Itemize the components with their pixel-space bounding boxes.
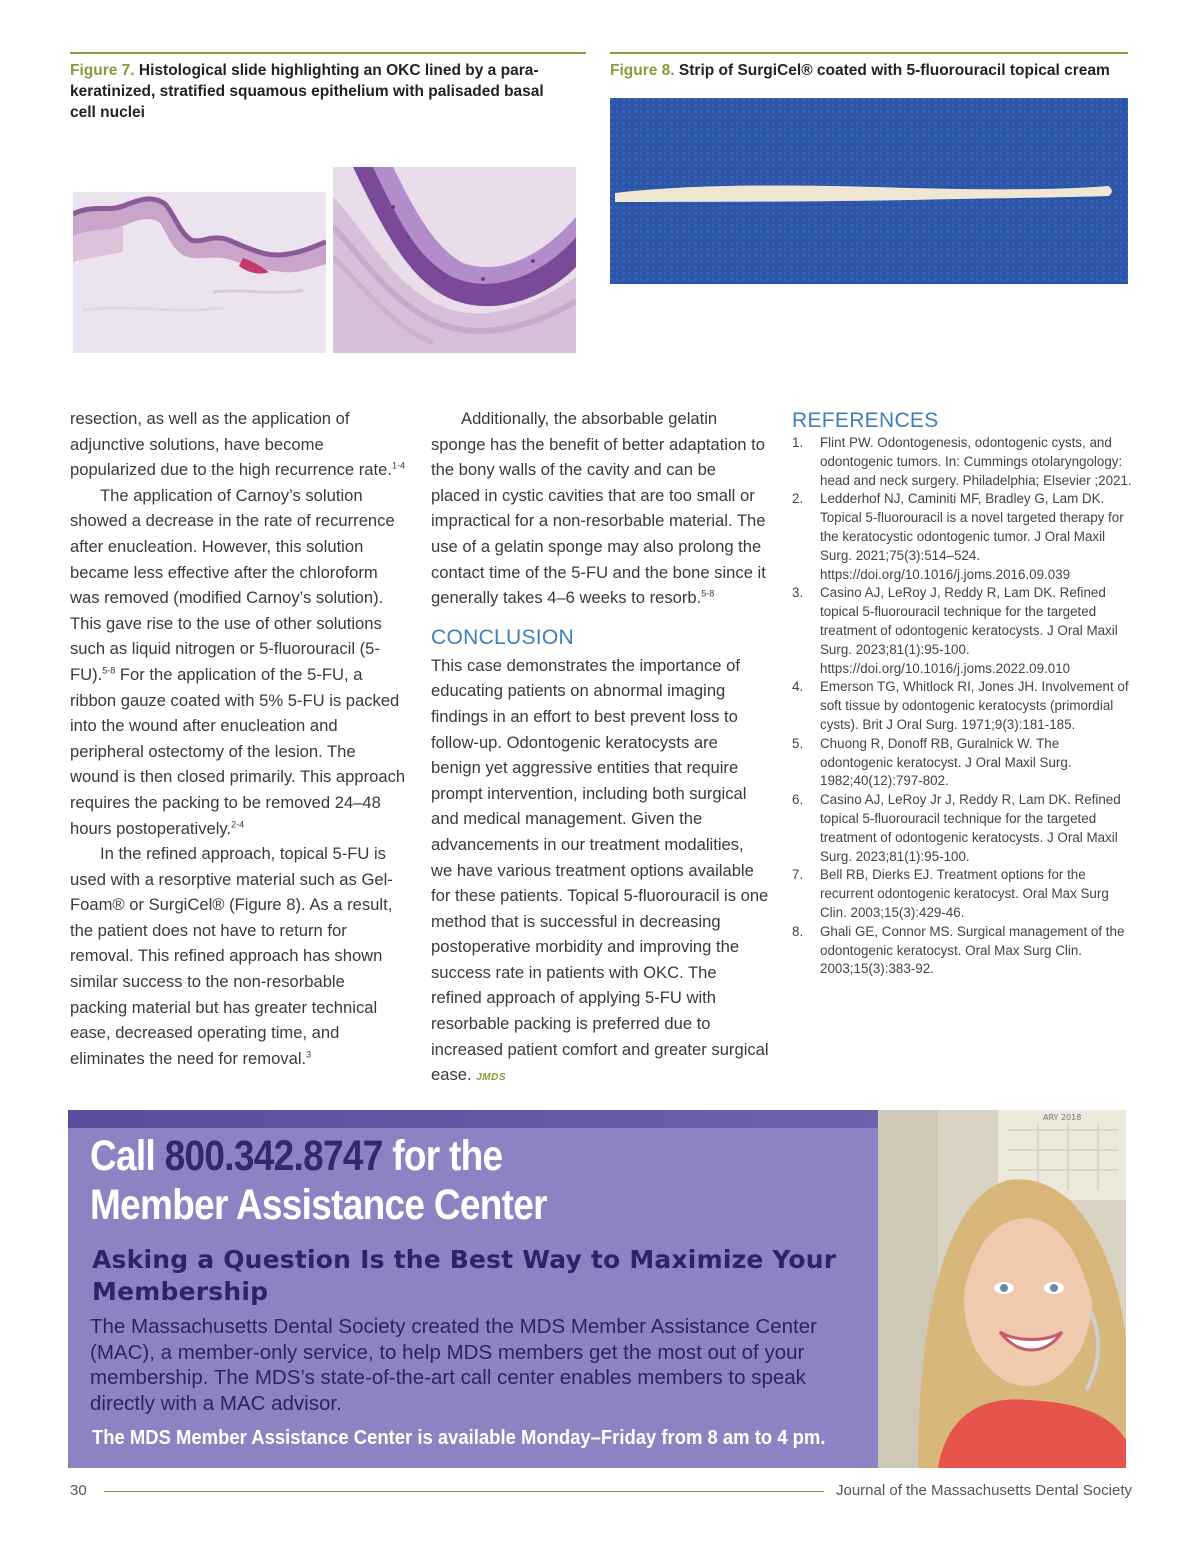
reference-item	[792, 735, 1132, 791]
calendar-text: ARY 2018	[1043, 1113, 1082, 1122]
ad-headline-rest: for the	[382, 1132, 503, 1180]
col1-p1-citation: 1-4	[391, 460, 405, 471]
col1-p3-text: In the refined approach, topical 5-FU is used with a resorptive material such as Gel-Foam® or SurgiCel® (Figure 8). As a result, the patient does not have to return for removal. This refined approach has shown similar success to the non-resorbable packing material but has greater technical ease, decreased operating time, and eliminates the need for removal.	[70, 844, 393, 1068]
figure7-top-rule	[70, 52, 586, 54]
col1-p2-text: The application of Carnoy’s solution showed a decrease in the rate of recurrence after enucleation. However, this solution became less effective after the chloroform was removed (modified Carnoy’s solution). This gave rise to the use of other solutions such as liquid nitrogen or 5-fluorouracil (5-FU).	[70, 485, 395, 684]
surgicel-strip-photo	[610, 98, 1128, 284]
col1-paragraph-1	[70, 406, 406, 483]
figure8-top-rule	[610, 52, 1128, 54]
article-column-2	[431, 406, 769, 1091]
reference-text: Ghali GE, Connor MS. Surgical management of the odontogenic keratocyst. Oral Max Surg Clin. 2003;15(3):383-92.	[820, 923, 1125, 977]
ad-hours-text: The MDS Member Assistance Center is available Monday–Friday from 8 am to 4 pm.	[92, 1426, 826, 1449]
reference-number: 1.	[792, 435, 804, 450]
reference-text: Bell RB, Dierks EJ. Treatment options for the recurrent odontogenic keratocyst. Oral Max Surg Clin. 2003;15(3):429-46.	[820, 867, 1109, 920]
reference-number: 5.	[792, 735, 804, 751]
ad-phone-number[interactable]: 800.342.8747	[164, 1132, 383, 1180]
reference-text: Chuong R, Donoff RB, Guralnick W. The odontogenic keratocyst. J Oral Maxil Surg. 1982;40(12):797-802.	[820, 735, 1072, 789]
article-column-1	[70, 406, 406, 1071]
reference-item	[792, 791, 1132, 866]
references-section	[792, 408, 1132, 979]
reference-item	[792, 923, 1132, 979]
reference-number: 3.	[792, 585, 804, 601]
col2-p1-text: Additionally, the absorbable gelatin sponge has the benefit of better adaptation to the bony walls of the cavity and can be placed in cystic cavities that are too small or impractical for a non-resorbable material. The use of a gelatin sponge may also prolong the contact time of the 5-FU and the bone since it generally takes 4–6 weeks to resorb.	[431, 409, 766, 608]
figure8-label: Figure 8.	[610, 62, 675, 79]
ad-top-bar	[68, 1110, 888, 1128]
reference-item	[792, 678, 1132, 734]
advisor-portrait-photo	[878, 1110, 1126, 1468]
figure8-caption	[610, 60, 1130, 81]
reference-number: 2.	[792, 491, 804, 507]
reference-number: 4.	[792, 679, 804, 695]
col2-p2-text: This case demonstrates the importance of educating patients on abnormal imaging findings in an effort to best prevent loss to follow-up. Odontogenic keratocysts are benign yet aggressive entities that require prompt intervention, including both surgical and medical management. Given the advancements in our treatment modalities, we have various treatment options available for these patients. Topical 5-fluorouracil is one method that is successful in decreasing postoperative morbidity and improving the success rate in patients with OKC. The refined approach of applying 5-FU with resorbable packing is preferred due to increased patient comfort and greater surgical ease.	[431, 655, 769, 1085]
reference-text: Emerson TG, Whitlock RI, Jones JH. Involvement of soft tissue by odontogenic keratocysts (primordial cysts). Brit J Oral Surg. 1971;9(3):181-185.	[820, 679, 1129, 732]
col2-paragraph-1	[431, 406, 769, 611]
ad-call-text: Call	[90, 1132, 165, 1180]
jmds-end-mark: JMDS	[476, 1072, 507, 1084]
figure7-caption-text: Histological slide highlighting an OKC lined by a para-keratinized, stratified squamous epithelium with palisaded basal cell nuclei	[70, 62, 544, 121]
figure7-label: Figure 7.	[70, 62, 135, 79]
reference-text: Casino AJ, LeRoy J, Reddy R, Lam DK. Refined topical 5-fluorouracil technique for the targeted treatment of odontogenic keratocysts. J Oral Maxil Surg. 2023;81(1):95-100. https://doi.org/10.1016/j.joms.2022.09.010	[820, 585, 1118, 676]
conclusion-heading: CONCLUSION	[431, 625, 575, 649]
col1-p2b-citation: 2-4	[231, 818, 245, 829]
reference-item	[792, 490, 1132, 584]
reference-text: Flint PW. Odontogenesis, odontogenic cysts, and odontogenic tumors. In: Cummings otolaryngology: head and neck surgery. Philadelphia; Elsevier ;2021.	[820, 435, 1132, 488]
reference-text: Casino AJ, LeRoy Jr J, Reddy R, Lam DK. Refined topical 5-fluorouracil technique for the targeted treatment of odontogenic keratocysts. J Oral Maxil Surg. 2023;81(1):95-100.	[820, 792, 1121, 864]
col1-p1-text: resection, as well as the application of adjunctive solutions, have become popularized due to the high recurrence rate.	[70, 409, 392, 480]
figure7-caption	[70, 60, 570, 123]
histology-slide-high-magnification	[333, 167, 576, 353]
references-heading: REFERENCES	[792, 409, 939, 432]
ad-subheadline: Asking a Question Is the Best Way to Maximize Your Membership	[92, 1245, 837, 1306]
col1-p2b-text: For the application of the 5-FU, a ribbon gauze coated with 5% 5-FU is packed into the wound after enucleation and peripheral ostectomy of the lesion. The wound is then closed primarily. This approach requires the packing to be removed 24–48 hours postoperatively.	[70, 664, 406, 838]
footer-rule	[104, 1491, 824, 1492]
reference-item	[792, 584, 1132, 678]
reference-text: Ledderhof NJ, Caminiti MF, Bradley G, Lam DK. Topical 5-fluorouracil is a novel targeted therapy for the keratocystic odontogenic tumor. J Oral Maxil Surg. 2021;75(3):514–524. https://doi.org/10.1016/j.joms.2016.09.039	[820, 491, 1124, 582]
figure8-caption-text: Strip of SurgiCel® coated with 5-fluorouracil topical cream	[678, 62, 1110, 79]
col1-paragraph-2	[70, 483, 406, 841]
ad-headline-line2: Member Assistance Center	[90, 1181, 547, 1229]
col1-p3-citation: 3	[306, 1049, 312, 1060]
reference-number: 7.	[792, 867, 804, 883]
journal-name: Journal of the Massachusetts Dental Society	[836, 1482, 1132, 1499]
col2-paragraph-2	[431, 653, 769, 1091]
references-list	[792, 434, 1132, 979]
reference-number: 6.	[792, 792, 804, 808]
ad-body-text: The Massachusetts Dental Society created the MDS Member Assistance Center (MAC), a member-only service, to help MDS members get the most out of your membership. The MDS’s state-of-the-art call center enables members to speak directly with a MAC advisor.	[90, 1315, 817, 1415]
col2-p1-citation: 5-8	[701, 588, 715, 599]
histology-slide-low-magnification	[73, 192, 326, 353]
ad-headline	[90, 1132, 761, 1230]
reference-item	[792, 434, 1132, 490]
col1-paragraph-3	[70, 841, 406, 1071]
page-number: 30	[70, 1482, 87, 1499]
reference-item	[792, 866, 1132, 922]
reference-number: 8.	[792, 923, 804, 939]
member-assistance-ad	[68, 1110, 1126, 1468]
col1-p2-citation: 5-8	[102, 665, 116, 676]
